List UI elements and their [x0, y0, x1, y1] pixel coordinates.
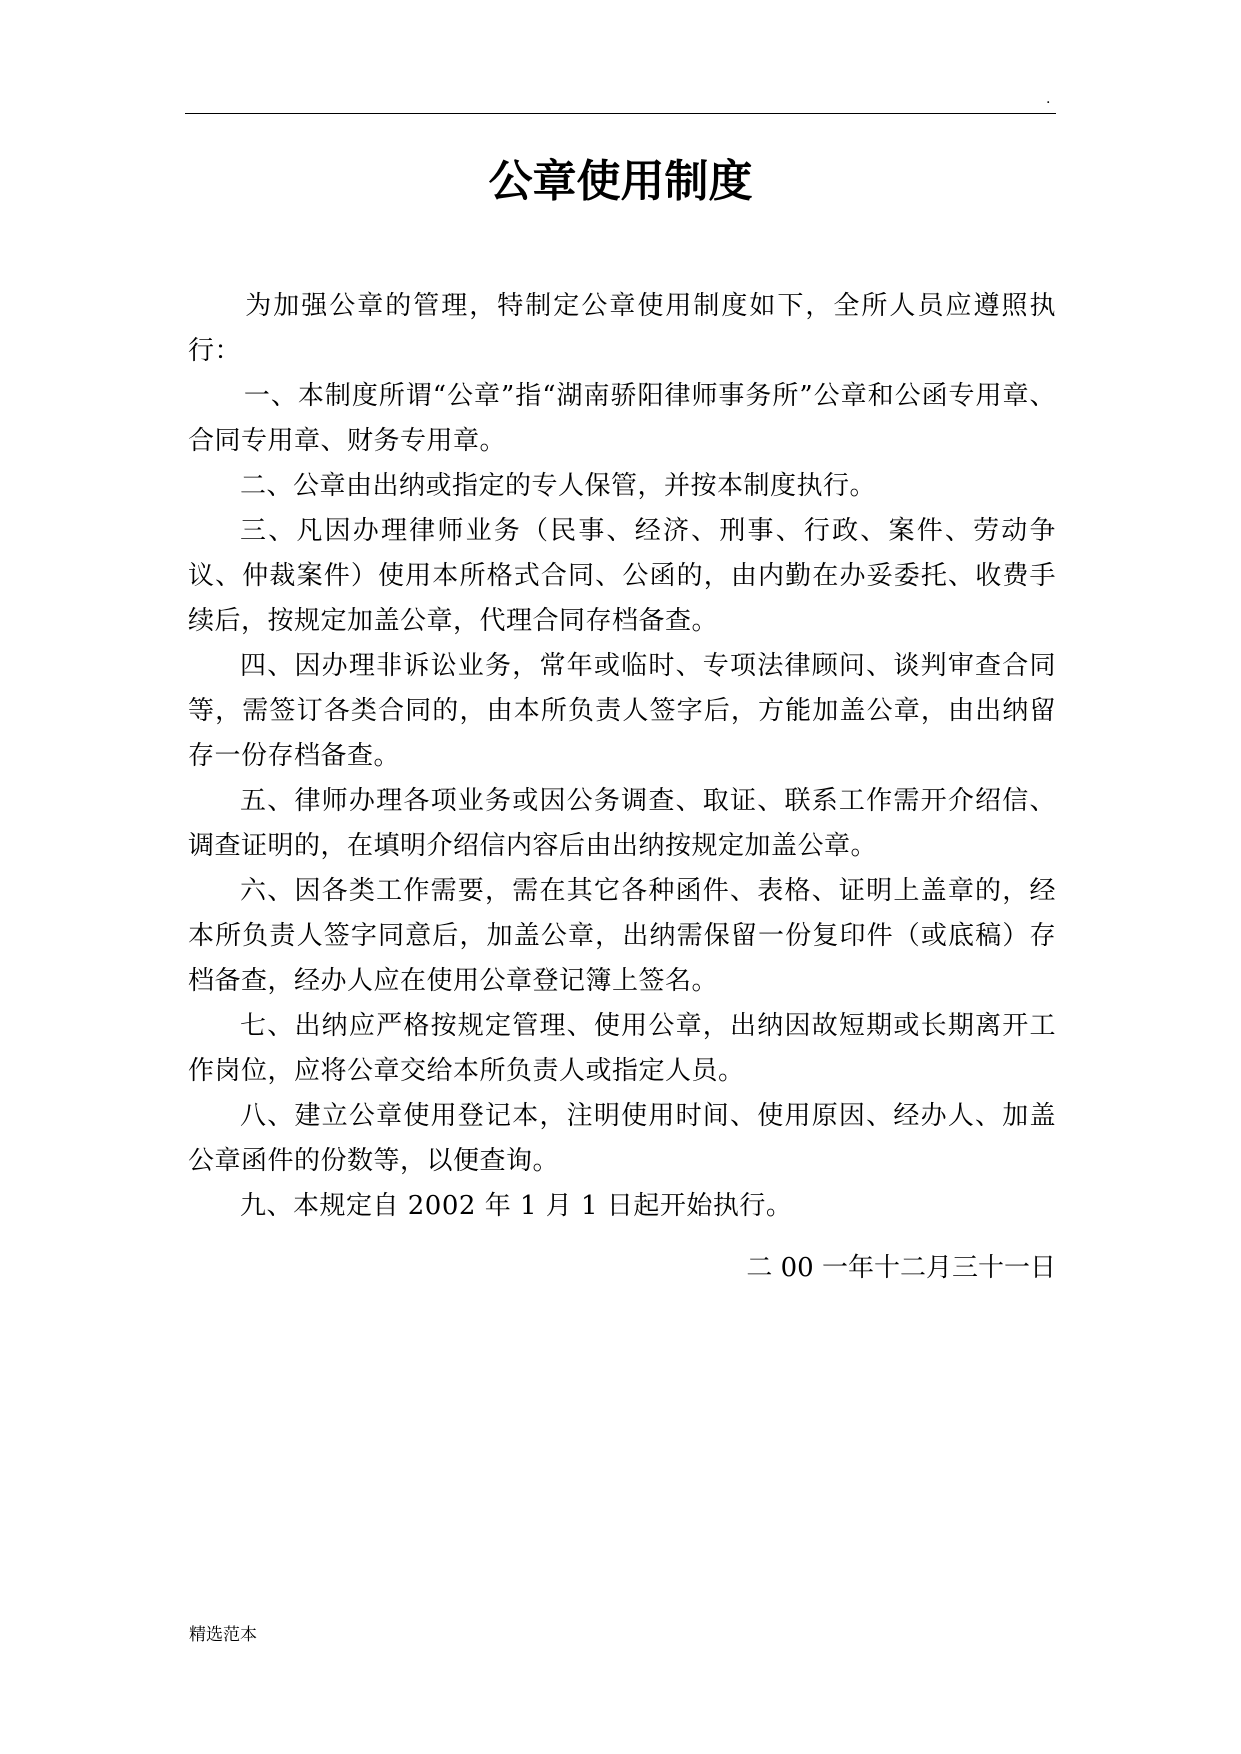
clause-7: 七、出纳应严格按规定管理、使用公章，出纳因故短期或长期离开工作岗位，应将公章交给本所负责人或指定人员。	[188, 1011, 1056, 1086]
clause-8: 八、建立公章使用登记本，注明使用时间、使用原因、经办人、加盖公章函件的份数等，以便查询。	[188, 1101, 1056, 1176]
intro-paragraph: 为加强公章的管理，特制定公章使用制度如下，全所人员应遵照执行：	[188, 291, 1056, 366]
clause-5: 五、律师办理各项业务或因公务调查、取证、联系工作需开介绍信、调查证明的，在填明介绍信内容后由出纳按规定加盖公章。	[188, 786, 1056, 861]
clause-3: 三、凡因办理律师业务（民事、经济、刑事、行政、案件、劳动争议、仲裁案件）使用本所格式合同、公函的，由内勤在办妥委托、收费手续后，按规定加盖公章，代理合同存档备查。	[188, 516, 1056, 636]
clause-2: 二、公章由出纳或指定的专人保管，并按本制度执行。	[240, 471, 877, 501]
document-title: 公章使用制度	[488, 156, 753, 207]
document-date: 二 00 一年十二月三十一日	[746, 1253, 1056, 1283]
clause-9: 九、本规定自 2002 年 1 月 1 日起开始执行。	[240, 1191, 793, 1221]
clause-4: 四、因办理非诉讼业务，常年或临时、专项法律顾问、谈判审查合同等，需签订各类合同的，由本所负责人签字后，方能加盖公章，由出纳留存一份存档备查。	[188, 651, 1056, 771]
header-rule	[185, 113, 1056, 114]
document-body	[188, 284, 1056, 1229]
clause-1: 一、本制度所谓“公章”指“湖南骄阳律师事务所”公章和公函专用章、合同专用章、财务专用章。	[188, 381, 1056, 456]
footer-text: 精选范本	[189, 1625, 257, 1645]
header-mark: .	[1046, 91, 1051, 107]
clause-6: 六、因各类工作需要，需在其它各种函件、表格、证明上盖章的，经本所负责人签字同意后，加盖公章，出纳需保留一份复印件（或底稿）存档备查，经办人应在使用公章登记簿上签名。	[188, 876, 1056, 996]
